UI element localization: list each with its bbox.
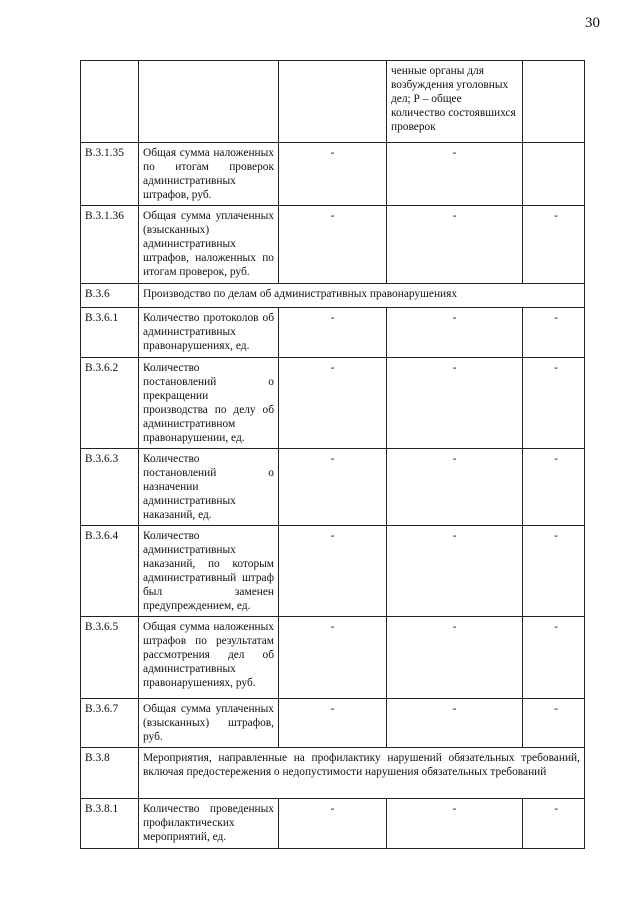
row-value: - [279, 358, 387, 449]
row-value: - [523, 308, 585, 358]
table-row [81, 358, 585, 449]
row-value: - [279, 526, 387, 617]
row-value: - [387, 358, 523, 449]
table-row [81, 308, 585, 358]
description-cell [139, 61, 279, 143]
row-value: - [387, 699, 523, 748]
row-value: - [279, 308, 387, 358]
row-value: - [523, 358, 585, 449]
row-value: - [279, 617, 387, 699]
row-value: - [387, 617, 523, 699]
row-code: В.3.1.36 [81, 206, 139, 284]
row-code: В.3.6 [81, 284, 139, 308]
row-value: - [387, 526, 523, 617]
row-value: - [387, 206, 523, 284]
row-description: Количество постановлений о прекращении производства по делу об административном правонарушении, ед. [139, 358, 279, 449]
row-value: - [279, 699, 387, 748]
table-row [81, 617, 585, 699]
table-row [81, 526, 585, 617]
page-number: 30 [585, 15, 600, 31]
row-value: - [523, 617, 585, 699]
row-value: - [279, 206, 387, 284]
row-value [523, 143, 585, 206]
row-value: - [387, 308, 523, 358]
continuation-cell: ченные органы для возбуждения уголовных дел; Р – общее количество состоявшихся проверок [387, 61, 523, 143]
row-description: Общая сумма уплаченных (взысканных) административных штрафов, наложенных по итогам проверок, руб. [139, 206, 279, 284]
row-value: - [523, 699, 585, 748]
row-value: - [523, 449, 585, 526]
row-value: - [279, 143, 387, 206]
row-code: В.3.6.5 [81, 617, 139, 699]
row-description: Общая сумма наложенных штрафов по результатам рассмотрения дел об административных правонарушениях, руб. [139, 617, 279, 699]
table-row [81, 61, 585, 143]
row-description: Количество административных наказаний, по которым административный штраф был заменен предупреждением, ед. [139, 526, 279, 617]
table-row [81, 799, 585, 849]
section-row [81, 748, 585, 799]
row-value: - [387, 799, 523, 849]
value-cell [279, 61, 387, 143]
row-value: - [523, 799, 585, 849]
row-code: В.3.6.2 [81, 358, 139, 449]
row-description: Количество проведенных профилактических мероприятий, ед. [139, 799, 279, 849]
code-cell [81, 61, 139, 143]
table-row [81, 699, 585, 748]
table-row [81, 143, 585, 206]
section-title: Мероприятия, направленные на профилактику нарушений обязательных требований, включая предостережения о недопустимости нарушения обязательных требований [139, 748, 585, 799]
section-row [81, 284, 585, 308]
row-description: Количество протоколов об административных правонарушениях, ед. [139, 308, 279, 358]
row-value: - [279, 449, 387, 526]
row-description: Количество постановлений о назначении административных наказаний, ед. [139, 449, 279, 526]
table-row [81, 449, 585, 526]
section-title: Производство по делам об административных правонарушениях [139, 284, 585, 308]
row-value: - [387, 143, 523, 206]
table-row [81, 206, 585, 284]
row-value: - [523, 526, 585, 617]
row-code: В.3.1.35 [81, 143, 139, 206]
row-code: В.3.6.7 [81, 699, 139, 748]
row-value: - [279, 799, 387, 849]
value-cell [523, 61, 585, 143]
row-code: В.3.8 [81, 748, 139, 799]
row-value: - [387, 449, 523, 526]
row-code: В.3.6.1 [81, 308, 139, 358]
row-code: В.3.6.4 [81, 526, 139, 617]
row-description: Общая сумма наложенных по итогам проверок административных штрафов, руб. [139, 143, 279, 206]
row-code: В.3.6.3 [81, 449, 139, 526]
row-value: - [523, 206, 585, 284]
row-code: В.3.8.1 [81, 799, 139, 849]
row-description: Общая сумма уплаченных (взысканных) штрафов, руб. [139, 699, 279, 748]
indicators-table [80, 60, 585, 849]
